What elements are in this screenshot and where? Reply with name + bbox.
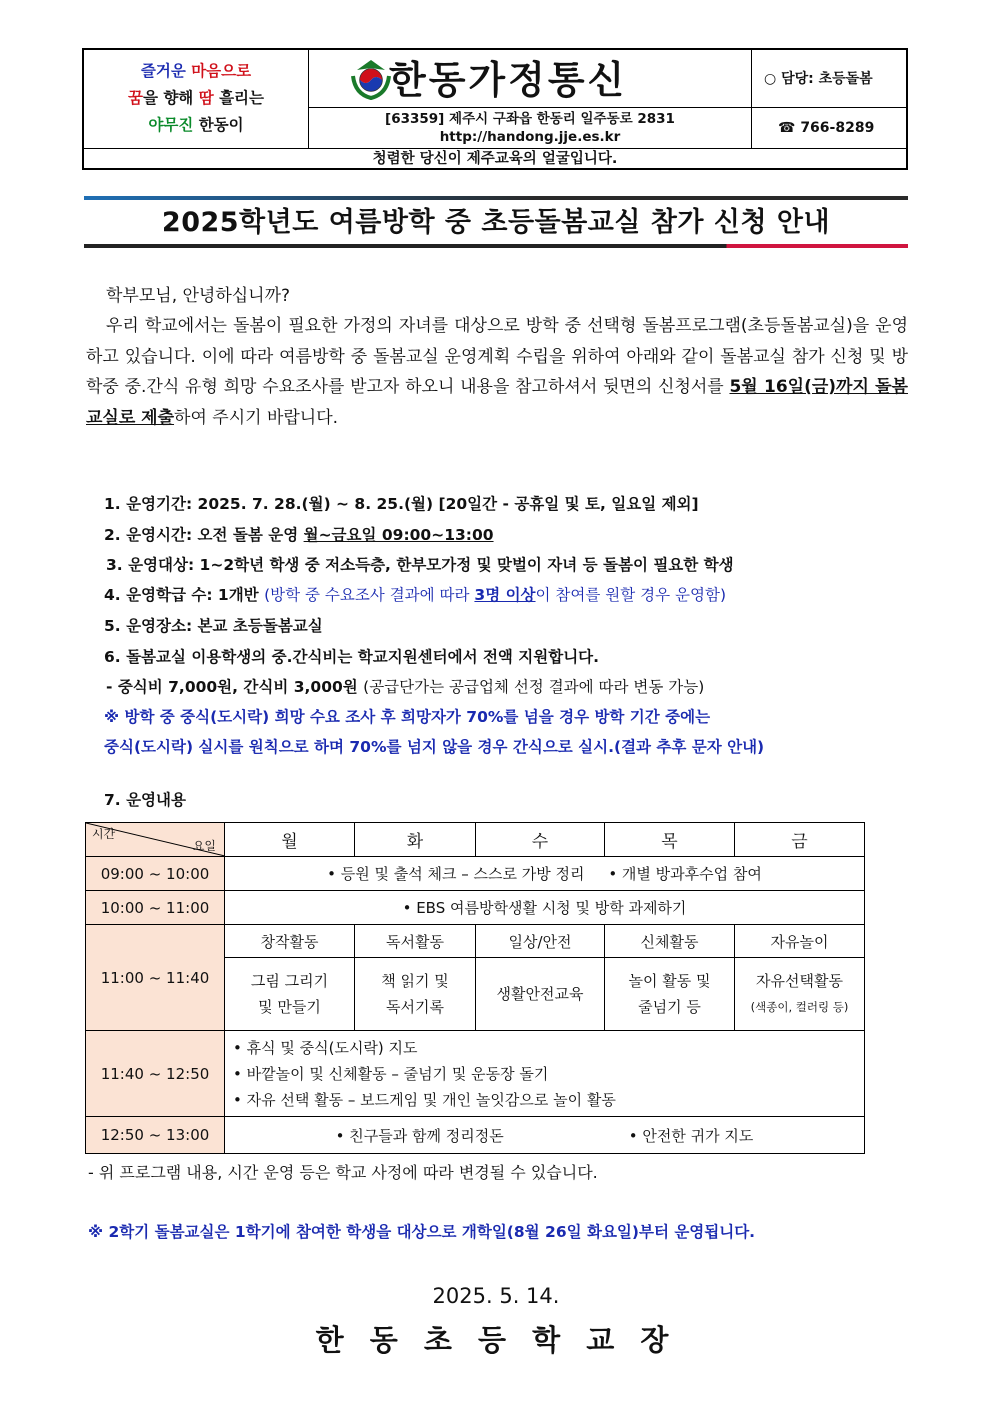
item-location: 5. 운영장소: 본교 초등돌봄교실 (104, 617, 323, 635)
item-meal-support: 6. 돌봄교실 이용학생의 중.간식비는 학교지원센터에서 전액 지원합니다. (104, 648, 600, 666)
contact-label: ○ 담당: 초등돌봄 (751, 50, 906, 108)
slogan-text: 즐거운 (140, 62, 192, 80)
day-header: 화 (355, 823, 476, 857)
motto: 청렴한 당신이 제주교육의 얼굴입니다. (84, 148, 906, 170)
day-header: 월 (225, 823, 355, 857)
activity-category: 신체활동 (605, 925, 735, 958)
semester-note: ※ 2학기 돌봄교실은 1학기에 참여한 학생을 대상으로 개학일(8월 26일 화요일)부터 운영됩니다. (88, 1223, 756, 1241)
day-header: 수 (476, 823, 605, 857)
activity-text: • 친구들과 함께 정리정돈 (335, 1126, 504, 1145)
school-slogan (84, 50, 309, 148)
activity-text: • 개별 방과후수업 참여 (608, 865, 762, 883)
activity-text: 줄넘기 등 (638, 998, 701, 1016)
document-title: 2025학년도 여름방학 중 초등돌봄교실 참가 신청 안내 (161, 207, 831, 238)
table-row (86, 1117, 865, 1154)
item-note: 이 참여를 원할 경우 운영함) (535, 586, 726, 604)
item-note: (방학 중 수요조사 결과에 따라 (264, 586, 475, 604)
table-row (86, 891, 865, 925)
activity-category: 창작활동 (225, 925, 355, 958)
time-cell: 09:00 ~ 10:00 (86, 857, 225, 891)
table-row (86, 1031, 865, 1117)
schedule-table (85, 822, 865, 1154)
newsletter-title-cell (309, 50, 751, 108)
activity-cell (735, 958, 865, 1031)
activity-text: • 바깥놀이 및 신체활동 – 줄넘기 및 운동장 돌기 (233, 1064, 549, 1083)
item-note: 3명 이상 (474, 586, 536, 604)
item-value: 월~금요일 09:00~13:00 (303, 526, 494, 544)
item-label: - 중식비 7,000원, 간식비 3,000원 (106, 678, 364, 696)
time-cell: 10:00 ~ 11:00 (86, 891, 225, 925)
activity-text: 그림 그리기 (250, 972, 329, 990)
item-program: 7. 운영내용 (104, 791, 186, 809)
slogan-text: 마음으로 (191, 62, 252, 80)
activity-cell (605, 958, 735, 1031)
time-cell: 11:00 ~ 11:40 (86, 925, 225, 1031)
school-emblem-icon (349, 56, 393, 100)
day-header: 금 (735, 823, 865, 857)
day-header: 목 (605, 823, 735, 857)
activity-category: 자유놀이 (735, 925, 865, 958)
activity-text: • 자유 선택 활동 – 보드게임 및 개인 놀잇감으로 놀이 활동 (233, 1090, 616, 1109)
issue-date: 2025. 5. 14. (432, 1284, 560, 1308)
slogan-text: 야무진 (148, 116, 194, 134)
principal-signature: 한 동 초 등 학 교 장 (315, 1323, 677, 1357)
activity-text: 독서기록 (386, 998, 444, 1016)
greeting: 학부모님, 안녕하십니까? (106, 286, 291, 306)
intro-paragraph (86, 311, 908, 433)
item-label: 2. 운영시간: 오전 돌봄 운영 (104, 526, 304, 544)
intro-text: 우리 학교에서는 돌봄이 필요한 가정의 자녀를 대상으로 방학 중 선택형 돌봄프로그램(초등돌봄교실)을 운영하고 있습니다. 이에 따라 여름방학 중 돌봄교실 운영계획 수립을 위하여 아래와 같이 돌봄교실 참가 신청 및 방학중 중.간식 유형 희망 수요조사를 받고자 하오니 내용을 참고하셔서 뒷면의 신청서를 (86, 316, 908, 397)
time-cell: 12:50 ~ 13:00 (86, 1117, 225, 1154)
slogan-text: 을 향해 (142, 89, 199, 107)
activity-text: • 등원 및 출석 체크 – 스스로 가방 정리 (327, 865, 585, 883)
activity-text: 자유선택활동 (756, 972, 843, 990)
activity-cell (225, 857, 865, 891)
activity-cell (355, 958, 476, 1031)
activity-text: • 안전한 귀가 지도 (628, 1126, 754, 1145)
deadline-text: 5월 16일(금)까지 돌봄교실로 제출 (86, 377, 908, 428)
newsletter-title: 한동가정통신 (389, 58, 628, 102)
item-target: 3. 운영대상: 1~2학년 학생 중 저소득층, 한부모가정 및 맞벌이 자녀 등 돌봄이 필요한 학생 (106, 556, 734, 574)
activity-text: • 휴식 및 중식(도시락) 지도 (233, 1038, 418, 1057)
activity-cell (225, 1117, 865, 1154)
activity-text: (색종이, 컬러링 등) (750, 1000, 849, 1014)
item-class-count (104, 585, 726, 605)
slogan-text: 흘리는 (213, 89, 264, 107)
slogan-text: 한동이 (193, 116, 244, 134)
corner-day-label: 요일 (192, 839, 216, 853)
activity-cell (225, 958, 355, 1031)
meal-note-line1: ※ 방학 중 중식(도시락) 희망 수요 조사 후 희망자가 70%를 넘을 경우 방학 기간 중에는 (104, 708, 711, 726)
phone-number: ☎ 766-8289 (751, 108, 906, 148)
table-note: - 위 프로그램 내용, 시간 운영 등은 학교 사정에 따라 변경될 수 있습니다. (88, 1163, 598, 1182)
intro-text: 하여 주시기 바랍니다. (174, 407, 339, 428)
item-label: 4. 운영학급 수: 1개반 (104, 586, 265, 604)
address-text: [63359] 제주시 구좌읍 한동리 일주동로 2831 (385, 111, 675, 127)
activity-text: 및 만들기 (258, 998, 321, 1016)
item-hours (104, 525, 494, 545)
corner-cell (86, 823, 225, 857)
slogan-text: 꿈 (127, 89, 143, 107)
activity-cell: • EBS 여름방학생활 시청 및 방학 과제하기 (225, 891, 865, 925)
table-row (86, 823, 865, 857)
table-row (86, 857, 865, 891)
time-cell: 11:40 ~ 12:50 (86, 1031, 225, 1117)
slogan-text: 땀 (198, 89, 214, 107)
activity-cell (225, 1031, 865, 1117)
meal-note-line2: 중식(도시락) 실시를 원칙으로 하며 70%를 넘지 않을 경우 간식으로 실시.(결과 추후 문자 안내) (104, 738, 765, 756)
school-address (309, 108, 751, 148)
table-row (86, 925, 865, 958)
website-link[interactable]: http://handong.jje.es.kr (439, 129, 621, 145)
newsletter-header (82, 48, 908, 170)
activity-category: 일상/안전 (476, 925, 605, 958)
item-meal-cost (106, 677, 704, 697)
item-period: 1. 운영기간: 2025. 7. 28.(월) ~ 8. 25.(월) [20일간 - 공휴일 및 토, 일요일 제외] (104, 495, 699, 513)
title-bottom-rule (84, 244, 908, 248)
activity-text: 책 읽기 및 (381, 972, 449, 990)
activity-cell: 생활안전교육 (476, 958, 605, 1031)
corner-time-label: 시간 (92, 827, 116, 841)
item-note: (공급단가는 공급업체 선정 결과에 따라 변동 가능) (363, 678, 705, 696)
activity-text: 놀이 활동 및 (628, 972, 711, 990)
activity-category: 독서활동 (355, 925, 476, 958)
